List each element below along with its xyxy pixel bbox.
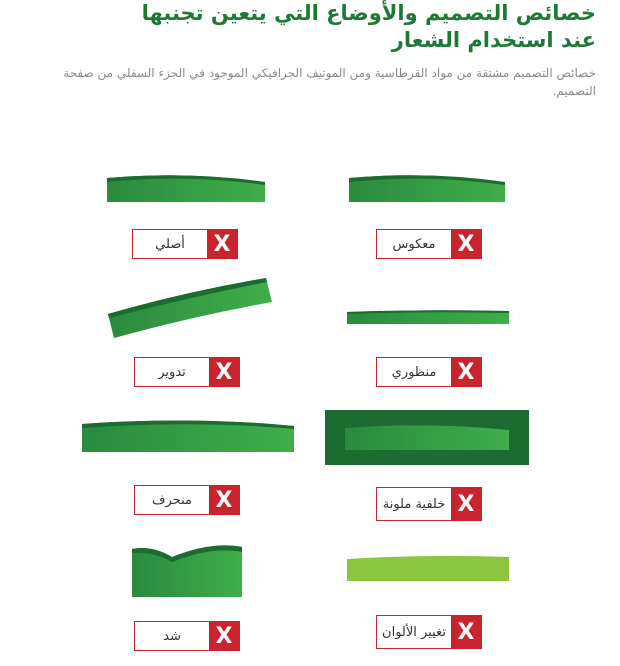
label-inverted xyxy=(376,229,482,259)
label-stretched xyxy=(134,621,240,651)
label-rotated xyxy=(134,357,240,387)
label-text: شد xyxy=(163,628,181,644)
label-colored-background xyxy=(376,487,482,521)
label-changed-colors xyxy=(376,615,482,649)
label-text: تغيير الألوان xyxy=(382,624,446,640)
page-title xyxy=(36,0,596,54)
label-skewed xyxy=(134,485,240,515)
motif-original xyxy=(107,174,267,204)
label-text: معكوس xyxy=(392,236,436,252)
x-icon: X xyxy=(451,358,481,386)
label-text: منظوري xyxy=(391,364,437,380)
motif-rotated xyxy=(104,276,274,342)
label-perspective xyxy=(376,357,482,387)
label-original xyxy=(132,229,238,259)
label-text: خلفية ملونة xyxy=(382,496,446,512)
motif-skewed xyxy=(82,418,296,456)
x-icon: X xyxy=(209,486,239,514)
label-text: تدوير xyxy=(158,364,186,380)
label-text: منحرف xyxy=(152,492,192,508)
motif-stretched xyxy=(132,543,244,599)
x-icon: X xyxy=(451,616,481,648)
x-icon: X xyxy=(209,622,239,650)
x-icon: X xyxy=(451,488,481,520)
label-text: أصلي xyxy=(155,236,185,252)
motif-inverted xyxy=(347,174,507,204)
motif-changed-colors xyxy=(346,555,510,583)
x-icon: X xyxy=(207,230,237,258)
motif-colored-background xyxy=(325,410,529,465)
motif-perspective xyxy=(346,308,510,326)
title-line-1: خصائص التصميم والأوضاع التي يتعين تجنبها xyxy=(141,1,596,25)
x-icon: X xyxy=(209,358,239,386)
page-subtitle: خصائص التصميم مشتقة من مواد القرطاسية ومن الموتيف الجرافيكي الموجود في الجزء السفلي من صفحة التصميم. xyxy=(63,66,596,98)
x-icon: X xyxy=(451,230,481,258)
title-line-2: عند استخدام الشعار xyxy=(391,28,596,52)
